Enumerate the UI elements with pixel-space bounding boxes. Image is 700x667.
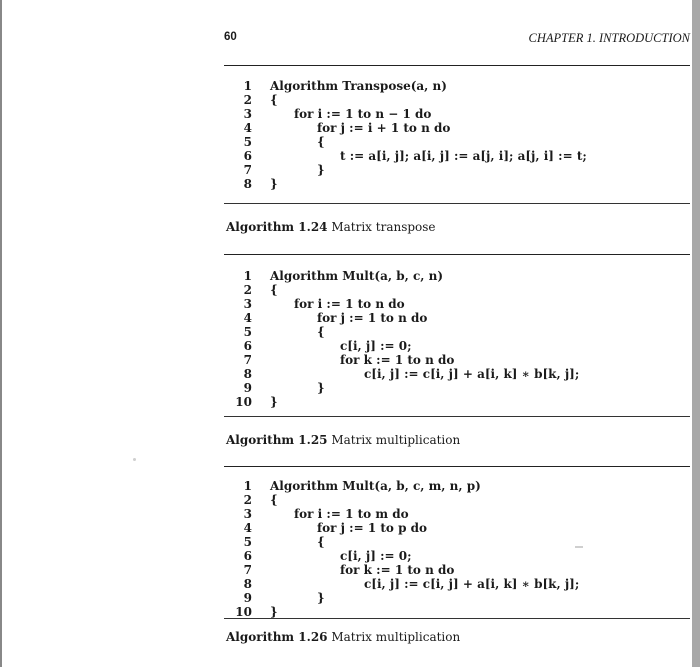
algorithm-top-rule (224, 65, 690, 66)
algorithm-bottom-rule (224, 416, 690, 417)
code-line (224, 93, 278, 107)
page-number: 60 (224, 31, 237, 43)
caption-label: Algorithm 1.25 (226, 433, 328, 447)
line-number: 6 (243, 149, 252, 163)
code-line (224, 297, 405, 311)
caption-text: Matrix multiplication (331, 630, 461, 644)
line-number: 2 (243, 493, 252, 507)
code-text: Algorithm Mult(a, b, c, m, n, p) (270, 479, 481, 493)
code-text: for j := 1 to p do (317, 521, 428, 535)
line-number: 3 (243, 107, 252, 121)
line-number: 4 (243, 121, 252, 135)
line-number: 9 (243, 591, 252, 605)
algorithm-top-rule (224, 254, 690, 255)
code-line (224, 395, 278, 409)
code-line (224, 149, 587, 163)
line-number: 5 (243, 325, 252, 339)
algorithm-caption (226, 220, 436, 234)
chapter-header: CHAPTER 1. INTRODUCTION (528, 31, 690, 45)
screen-edge-right (692, 0, 700, 667)
line-number: 2 (243, 283, 252, 297)
line-number: 1 (243, 79, 252, 93)
code-line (224, 591, 325, 605)
line-number: 3 (243, 297, 252, 311)
code-text: for i := 1 to n − 1 do (294, 107, 432, 121)
code-line (224, 135, 325, 149)
line-number: 4 (243, 311, 252, 325)
code-text: for j := i + 1 to n do (317, 121, 451, 135)
line-number: 5 (243, 535, 252, 549)
code-line (224, 367, 580, 381)
algorithm-top-rule (224, 466, 690, 467)
code-text: Algorithm Transpose(a, n) (270, 79, 447, 93)
code-line (224, 283, 278, 297)
code-text: for j := 1 to n do (317, 311, 428, 325)
line-number: 10 (235, 395, 252, 409)
code-line (224, 381, 325, 395)
line-number: 3 (243, 507, 252, 521)
line-number: 10 (235, 605, 252, 619)
algorithm-bottom-rule (224, 618, 690, 619)
code-text: } (270, 177, 278, 191)
caption-label: Algorithm 1.26 (226, 630, 328, 644)
line-number: 9 (243, 381, 252, 395)
code-line (224, 479, 481, 493)
code-text: c[i, j] := c[i, j] + a[i, k] ∗ b[k, j]; (364, 367, 580, 381)
scan-mark (575, 546, 583, 548)
code-text: c[i, j] := 0; (340, 549, 412, 563)
line-number: 1 (243, 269, 252, 283)
code-line (224, 563, 455, 577)
book-page (200, 0, 690, 667)
code-text: for k := 1 to n do (340, 563, 455, 577)
code-text: t := a[i, j]; a[i, j] := a[j, i]; a[j, i] := t; (340, 149, 587, 163)
screen-edge-left (0, 0, 2, 667)
algorithm-bottom-rule (224, 203, 690, 204)
code-text: } (317, 163, 325, 177)
code-text: } (270, 605, 278, 619)
code-text: Algorithm Mult(a, b, c, n) (270, 269, 444, 283)
code-line (224, 325, 325, 339)
caption-text: Matrix transpose (331, 220, 436, 234)
algorithm-caption (226, 630, 460, 644)
code-text: { (270, 283, 278, 297)
line-number: 8 (243, 177, 252, 191)
line-number: 5 (243, 135, 252, 149)
code-text: { (270, 493, 278, 507)
code-line (224, 311, 428, 325)
caption-label: Algorithm 1.24 (226, 220, 328, 234)
line-number: 4 (243, 521, 252, 535)
code-line (224, 121, 451, 135)
code-text: { (317, 135, 325, 149)
code-text: { (270, 93, 278, 107)
code-text: } (317, 591, 325, 605)
code-line (224, 177, 278, 191)
code-text: { (317, 535, 325, 549)
code-text: for i := 1 to m do (294, 507, 409, 521)
code-text: c[i, j] := c[i, j] + a[i, k] ∗ b[k, j]; (364, 577, 580, 591)
code-line (224, 339, 412, 353)
code-line (224, 493, 278, 507)
code-text: for k := 1 to n do (340, 353, 455, 367)
line-number: 6 (243, 339, 252, 353)
code-line (224, 549, 412, 563)
code-line (224, 521, 428, 535)
line-number: 1 (243, 479, 252, 493)
code-line (224, 535, 325, 549)
line-number: 7 (243, 353, 252, 367)
code-line (224, 507, 409, 521)
code-line (224, 79, 447, 93)
line-number: 6 (243, 549, 252, 563)
code-line (224, 353, 455, 367)
line-number: 7 (243, 163, 252, 177)
line-number: 8 (243, 577, 252, 591)
code-text: } (270, 395, 278, 409)
code-text: } (317, 381, 325, 395)
code-line (224, 577, 580, 591)
caption-text: Matrix multiplication (331, 433, 461, 447)
algorithm-caption (226, 433, 460, 447)
line-number: 8 (243, 367, 252, 381)
line-number: 2 (243, 93, 252, 107)
code-line (224, 163, 325, 177)
code-line (224, 269, 444, 283)
code-line (224, 107, 432, 121)
code-text: c[i, j] := 0; (340, 339, 412, 353)
scan-speck (133, 458, 136, 461)
line-number: 7 (243, 563, 252, 577)
code-text: { (317, 325, 325, 339)
code-text: for i := 1 to n do (294, 297, 405, 311)
